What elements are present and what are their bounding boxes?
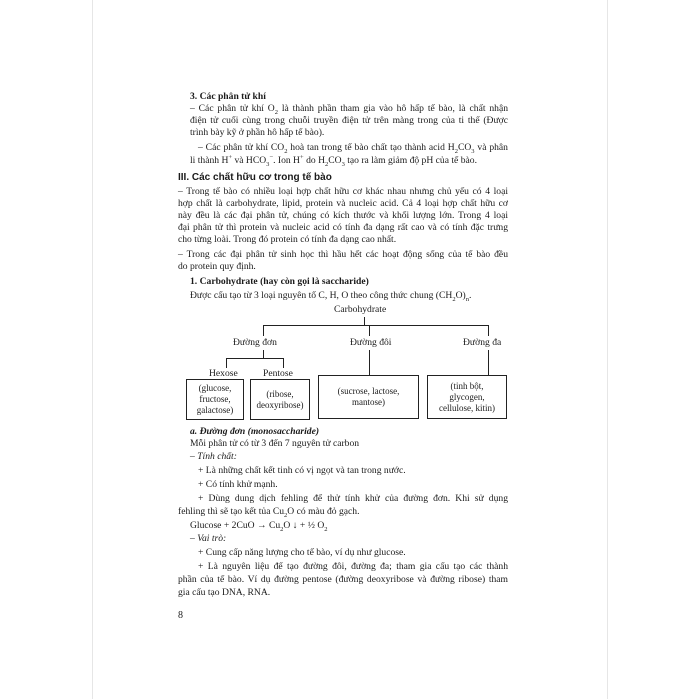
paragraph-line: + Là những chất kết tinh có vị ngọt và tan trong nước. <box>198 465 406 476</box>
paragraph-line: – Các phân tử khí $O_2$ là thành phần tham gia vào hô hấp tế bào, là chất nhận <box>190 103 509 116</box>
paragraph-line: li thành H+ và $HCO_3^-$. Ion H+ do $H_2CO_3$ tạo ra làm giảm độ pH của tế bào. <box>190 153 477 168</box>
page-number: 8 <box>178 610 183 621</box>
paragraph-line: fehling thì sẽ tạo kết tủa $Cu_2O$ có màu đỏ gạch. <box>178 506 360 519</box>
section-3-title: 3. Các phân tử khí <box>190 91 266 102</box>
property-heading: – Tính chất: <box>190 451 237 462</box>
diagram-connector <box>263 325 264 336</box>
diagram-connector <box>369 350 370 375</box>
diagram-poly-box: (tinh bột, glycogen, cellulose, kitin) <box>427 375 507 419</box>
diagram-connector <box>488 325 489 336</box>
diagram-connector <box>364 317 365 325</box>
paragraph-line: do protein quy định. <box>178 261 256 272</box>
paragraph-line: phần của tế bào. Ví dụ đường pentose (đường deoxyribose và đường ribose) tham <box>178 574 508 585</box>
paragraph-line: trình bày kỹ ở phần hô hấp tế bào). <box>190 127 325 138</box>
diagram-root-label: Carbohydrate <box>334 304 387 315</box>
paragraph-line: đại phân tử thì protein và nucleic acid có tính đa dạng rất cao và có tính đặc trưng <box>178 222 508 233</box>
paragraph-line: + Cung cấp năng lượng cho tế bào, ví dụ như glucose. <box>198 547 406 558</box>
role-heading: – Vai trò: <box>190 533 227 544</box>
diagram-connector <box>283 358 284 368</box>
diagram-connector <box>263 325 488 326</box>
paragraph-line: gia cấu tạo DNA, RNA. <box>178 587 271 598</box>
paragraph-line: – Các phân tử khí $CO_2$ hoà tan trong tế bào chất tạo thành acid $H_2CO_3$ và phân <box>198 142 508 155</box>
diagram-pentose-box: (ribose, deoxyribose) <box>250 379 310 420</box>
diagram-hexose-label: Hexose <box>209 368 238 379</box>
diagram-connector <box>263 350 264 358</box>
section-iii-title: III. Các chất hữu cơ trong tế bào <box>178 172 332 183</box>
diagram-connector <box>226 358 227 368</box>
paragraph-line: – Trong tế bào có nhiều loại hợp chất hữu cơ khác nhau nhưng chủ yếu có 4 loại <box>178 186 508 197</box>
diagram-di-label: Đường đôi <box>350 337 392 348</box>
diagram-hexose-box: (glucose, fructose, galactose) <box>186 379 244 420</box>
paragraph-line: Được cấu tạo từ 3 loại nguyên tố C, H, O theo công thức chung $(CH_2O)_n$. <box>190 290 472 303</box>
subsection-1-title: 1. Carbohydrate (hay còn gọi là saccharide) <box>190 276 369 287</box>
paragraph-line: + Là nguyên liệu để tạo đường đôi, đường đa; tham gia cấu tạo các thành <box>198 561 508 572</box>
diagram-mono-label: Đường đơn <box>233 337 277 348</box>
diagram-connector <box>226 358 283 359</box>
paragraph-line: – Trong các đại phân tử sinh học thì hầu hết các hoạt động sống của tế bào đều <box>178 249 508 260</box>
diagram-pentose-label: Pentose <box>263 368 293 379</box>
diagram-connector <box>488 350 489 375</box>
paragraph-line: + Dùng dung dịch fehling để thử tính khử của đường đơn. Khi sử dụng <box>198 493 508 504</box>
diagram-connector <box>369 325 370 336</box>
paragraph-line: + Có tính khử mạnh. <box>198 479 278 490</box>
diagram-poly-label: Đường đa <box>463 337 502 348</box>
paragraph-line: hợp chất là carbohydrate, lipid, protein và nucleic acid. Cả 4 loại hợp chất hữu cơ <box>178 198 508 209</box>
diagram-di-box: (sucrose, lactose, mantose) <box>318 375 419 419</box>
subsection-a-title: a. Đường đơn (monosaccharide) <box>190 426 320 437</box>
paragraph-line: Mỗi phân tử có từ 3 đến 7 nguyên tử carbon <box>190 438 360 449</box>
paragraph-line: cho từng loài. Trong đó protein có tính đa dạng cao nhất. <box>178 234 397 245</box>
paragraph-line: này đều là các đại phân tử, chúng có kích thước và khối lượng lớn. Trong 4 loại <box>178 210 508 221</box>
paragraph-line: điện tử cuối cùng trong chuỗi truyền điện tử trên màng trong của ti thể (Được <box>190 115 508 126</box>
reaction-equation: $Glucose + 2CuO \to Cu_2O$ ↓ + ½ $O_2$ <box>190 520 328 533</box>
